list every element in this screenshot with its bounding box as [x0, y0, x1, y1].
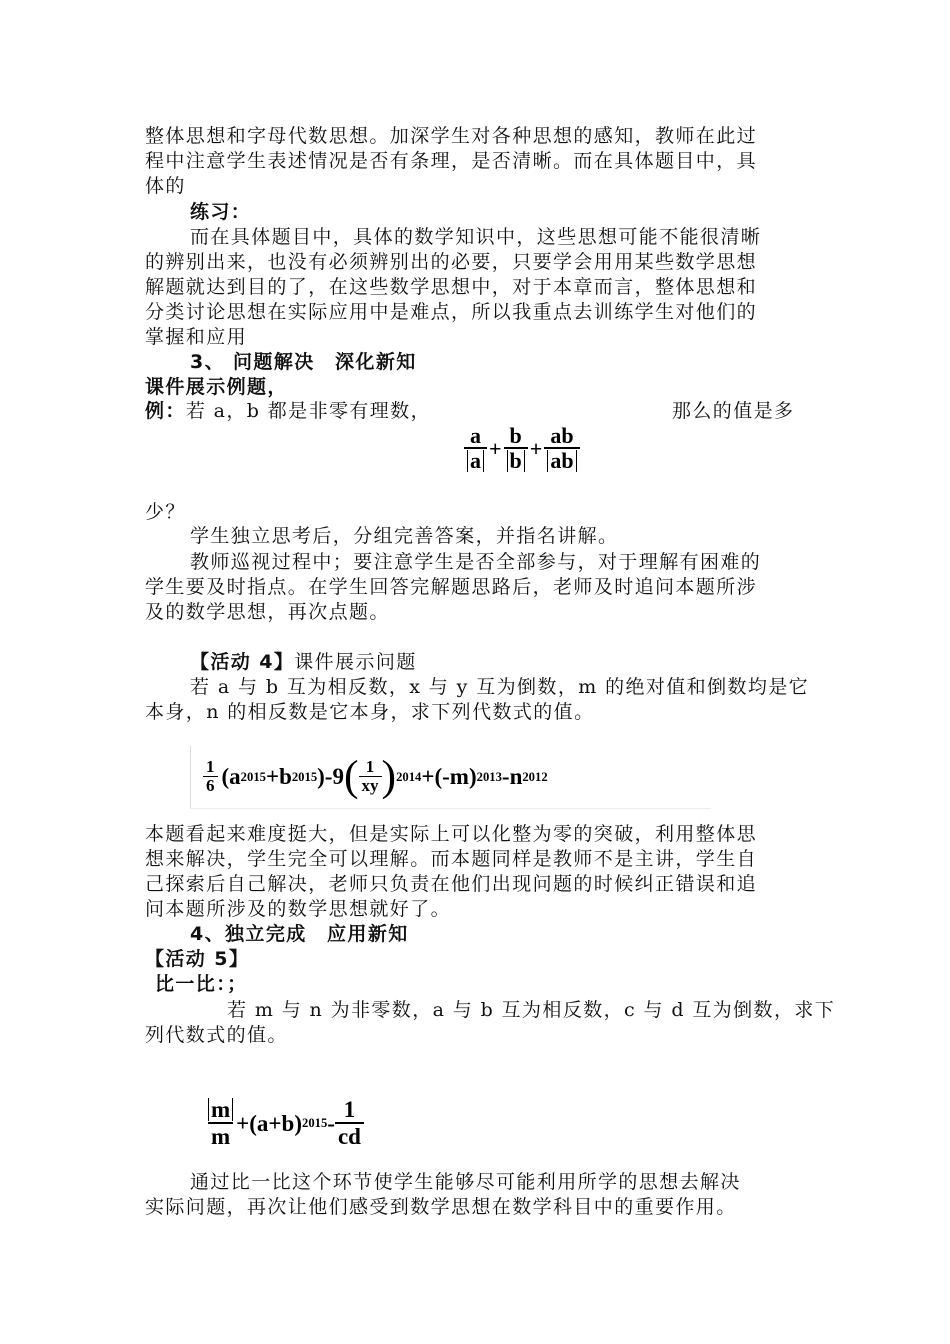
example-right-text: 那么的值是多	[672, 400, 795, 422]
one-over-xy-fraction: $\frac{1}{xy}$	[359, 758, 382, 796]
paragraph3-line3: 学生要及时指点。在学生回答完解题思路后，老师及时追问本题所涉	[145, 576, 758, 598]
formula-term-b: $\frac{b}{b}$	[504, 424, 528, 473]
paragraph4-line1: 本题看起来难度挺大，但是实际上可以化整为零的突破，利用整体思	[145, 823, 758, 845]
activity5-heading: 【活动 5】	[145, 948, 250, 970]
example-label: 例：	[145, 400, 186, 422]
abs-m-over-m-fraction: $\frac{m}{m}$	[205, 1098, 236, 1149]
activity5-formula: $\frac{m}{m}$ +(a+b) 2015 - $\frac{1}{cd}$	[205, 1098, 364, 1149]
activity4-heading: 【活动 4】课件展示问题	[190, 651, 417, 673]
activity4-line1: 若 a 与 b 互为相反数，x 与 y 互为倒数，m 的绝对值和倒数均是它	[190, 676, 810, 698]
paragraph2-line1: 而在具体题目中，具体的数学知识中，这些思想可能不能很清晰	[190, 226, 762, 248]
example-continuation: 少？	[145, 501, 186, 523]
paragraph5-line2: 实际问题，再次让他们感受到数学思想在数学科目中的重要作用。	[145, 1196, 737, 1218]
activity5-line2: 列代数式的值。	[145, 1024, 288, 1046]
paragraph3-line1: 学生独立思考后，分组完善答案，并指名讲解。	[190, 525, 619, 547]
paragraph2-line4: 分类讨论思想在实际应用中是难点，所以我重点去训练学生对他们的	[145, 301, 758, 323]
paragraph4-line4: 问本题所涉及的数学思想就好了。	[145, 898, 452, 920]
paragraph3-line4: 及的数学思想，再次点题。	[145, 601, 390, 623]
formula-term-ab: $\frac{ab}{ab}$	[544, 424, 579, 473]
paragraph4-line3: 己探索后自己解决，老师只负责在他们出现问题的时候纠正错误和追	[145, 873, 758, 895]
section4-heading: 4、独立完成 应用新知	[190, 923, 409, 945]
example-formula: $\frac{a}{a}$ + $\frac{b}{b}$ + $\frac{ab}{ab}$	[464, 424, 580, 473]
section3-heading: 3、 问题解决 深化新知	[190, 351, 417, 373]
activity5-compare: 比一比：；	[155, 973, 248, 995]
courseware-example: 课件展示例题，	[145, 376, 288, 398]
activity5-line1: 若 m 与 n 为非零数，a 与 b 互为相反数，c 与 d 互为倒数，求下	[227, 999, 836, 1021]
one-over-cd-fraction: $\frac{1}{cd}$	[335, 1098, 364, 1149]
example-text: 若 a，b 都是非零有理数，	[185, 400, 431, 422]
activity4-formula: $\frac{1}{6}$ ( a 2015 + b 2015 )-9 ( $\frac{1}{xy}$ ) 2014 +(-m) 2013 -n 2012	[190, 746, 711, 809]
paragraph2-line3: 解题就达到目的了，在这些数学思想中，对于本章而言，整体思想和	[145, 276, 758, 298]
one-sixth-fraction: $\frac{1}{6}$	[203, 758, 218, 796]
practice-label: 练习：	[190, 201, 252, 223]
example-line	[145, 399, 431, 423]
paragraph4-line2: 想来解决，学生完全可以理解。而本题同样是教师不是主讲，学生自	[145, 848, 758, 870]
paragraph1-line1: 整体思想和字母代数思想。加深学生对各种思想的感知，教师在此过	[145, 125, 758, 147]
paragraph2-line2: 的辨别出来，也没有必须辨别出的必要，只要学会用用某些数学思想	[145, 251, 758, 273]
formula-term-a: $\frac{a}{a}$	[464, 424, 487, 473]
activity4-line2: 本身，n 的相反数是它本身，求下列代数式的值。	[145, 701, 595, 723]
paragraph5-line1: 通过比一比这个环节使学生能够尽可能利用所学的思想去解决	[190, 1171, 741, 1193]
paragraph1-line2: 程中注意学生表述情况是否有条理，是否清晰。而在具体题目中，具	[145, 150, 758, 172]
paragraph2-line5: 掌握和应用	[145, 326, 248, 348]
paragraph1-line3: 体的	[145, 175, 186, 197]
paragraph3-line2: 教师巡视过程中；要注意学生是否全部参与，对于理解有困难的	[190, 551, 762, 573]
